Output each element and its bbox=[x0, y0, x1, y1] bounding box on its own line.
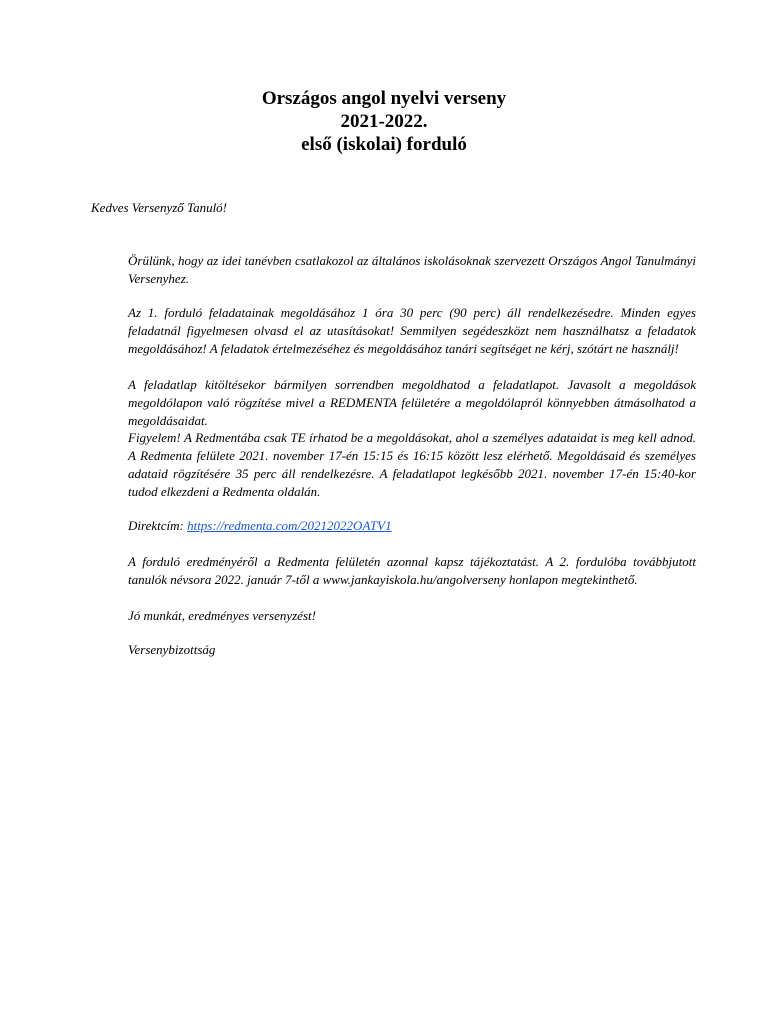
direct-address-label: Direktcím: bbox=[128, 518, 188, 533]
redmenta-link[interactable]: https://redmenta.com/20212022OATV1 bbox=[187, 518, 392, 533]
title-line-competition: Országos angol nyelvi verseny bbox=[261, 88, 507, 109]
greeting: Kedves Versenyző Tanuló! bbox=[91, 200, 228, 215]
paragraph-attention: Figyelem! A Redmentába csak TE írhatod be a megoldásokat, ahol a személyes adataidat is meg kell adnod. A Redmenta felülete 2021. november 17-én 15:15 és 16:15 között lesz elérhető. Megoldásaid és személyes adataid rögzítésére 35 perc áll rendelkezésre. A feladatlapot legkésőbb 2021. november 17-én 15:40-kor tudod elkezdeni a Redmenta oldalán. bbox=[128, 430, 696, 499]
paragraph-welcome: Örülünk, hogy az idei tanévben csatlakozol az általános iskolásoknak szervezett Országos Angol Tanulmányi Versenyhez. bbox=[128, 253, 696, 286]
title-line-year: 2021-2022. bbox=[340, 111, 428, 132]
document-title bbox=[0, 87, 768, 156]
paragraph-time-rules: Az 1. forduló feladatainak megoldásához 1 óra 30 perc (90 perc) áll rendelkezésedre. Minden egyes feladatnál figyelmesen olvasd el az utasításokat! Semmilyen segédeszközt nem használhatsz a feladatok megoldásához! A feladatok értelmezéséhez és megoldásához tanári segítséget ne kérj, szótárt ne használj! bbox=[128, 305, 696, 356]
paragraph-results: A forduló eredményéről a Redmenta felületén azonnal kapsz tájékoztatást. A 2. fordulóba továbbjutott tanulók névsora 2022. január 7-től a www.jankayiskola.hu/angolverseny honlapon megtekinthető. bbox=[128, 554, 696, 587]
paragraph-order: A feladatlap kitöltésekor bármilyen sorrendben megoldhatod a feladatlapot. Javasolt a megoldások megoldólapon való rögzítése mivel a REDMENTA felületére a megoldólapról könnyebben átmásolhatod a megoldásaidat. bbox=[128, 377, 696, 428]
title-line-round: első (iskolai) forduló bbox=[301, 134, 467, 155]
paragraph-wish: Jó munkát, eredményes versenyzést! bbox=[128, 608, 316, 623]
paragraph-direct-address bbox=[128, 517, 696, 535]
signature: Versenybizottság bbox=[128, 642, 216, 657]
